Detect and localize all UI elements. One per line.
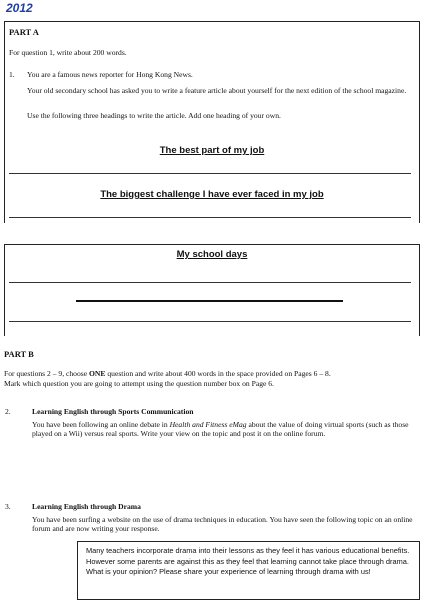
question-2-text (32, 420, 422, 439)
part-a-heading: PART A (9, 27, 39, 37)
question-2-title: Learning English through Sports Communication (32, 407, 194, 416)
part-b-instruction-post: question and write about 400 words in the space provided on Pages 6 – 8. (105, 369, 331, 378)
part-a-instruction: For question 1, write about 200 words. (9, 48, 127, 57)
part-b-instruction-one: ONE (89, 369, 106, 378)
part-b-heading: PART B (4, 349, 34, 359)
heading-biggest-challenge: The biggest challenge I have ever faced in my job (100, 189, 324, 200)
heading-school-days: My school days (176, 249, 248, 260)
writing-line (9, 321, 411, 322)
writing-line (9, 217, 411, 218)
heading-best-part: The best part of my job (159, 145, 265, 156)
question-1-line3: Use the following three headings to write the article. Add one heading of your own. (27, 111, 281, 120)
part-b-instruction-line2: Mark which question you are going to attempt using the question number box on Page 6. (4, 379, 274, 388)
part-b-instruction-pre: For questions 2 – 9, choose (4, 369, 90, 378)
part-b-instruction (4, 369, 424, 378)
forum-topic-text: Many teachers incorporate drama into their lessons as they feel it has various educational benefits. However some parents are against this as they feel that learning cannot take place through drama. What is your opinion? Please share your experience of learning through drama with us! (86, 546, 410, 577)
writing-line (9, 173, 411, 174)
question-3-title: Learning English through Drama (32, 502, 141, 511)
question-3-number: 3. (5, 502, 11, 511)
question-2-number: 2. (5, 407, 11, 416)
question-2-text-post: about the value of doing virtual sports (such as those played on a Wii) versus real sports. Write your view on the topic and post it on the online forum. (32, 420, 409, 439)
writing-line (9, 282, 411, 283)
question-3-text: You have been surfing a website on the use of drama techniques in education. You have seen the following topic on an online forum and are now writing your response. (32, 515, 413, 534)
question-1-line1: You are a famous news reporter for Hong Kong News. (27, 70, 193, 79)
question-2-text-pre: You have been following an online debate in (32, 420, 170, 429)
year-label: 2012 (6, 1, 33, 15)
question-1-number: 1. (9, 70, 15, 79)
question-1-line2: Your old secondary school has asked you to write a feature article about yourself for the next edition of the school magazine. (27, 86, 407, 95)
writing-line-bold (76, 300, 343, 302)
forum-topic-box (77, 541, 420, 600)
question-2-magazine: Health and Fitness eMag (169, 420, 247, 429)
